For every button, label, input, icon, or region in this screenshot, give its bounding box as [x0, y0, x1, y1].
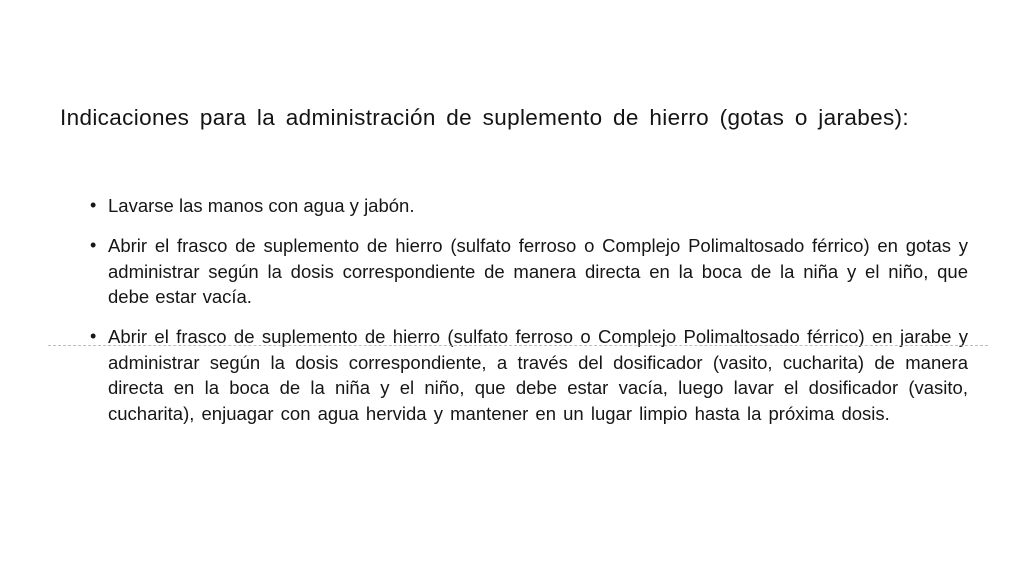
list-item-text: Lavarse las manos con agua y jabón.: [108, 195, 415, 216]
list-item-wash-hands: [90, 193, 968, 219]
bullet-icon: •: [90, 326, 97, 346]
list-item-syrup-instructions: [90, 324, 968, 426]
list-item-drops-instructions: [90, 233, 968, 310]
scan-artifact-line: [48, 345, 988, 346]
document-heading: Indicaciones para la administración de suplemento de hierro (gotas o jarabes):: [60, 105, 909, 130]
bullet-icon: •: [90, 195, 97, 215]
list-item-text: Abrir el frasco de suplemento de hierro (sulfato ferroso o Complejo Polimaltosado férrico) en jarabe y administrar según la dosis correspondiente, a través del dosificador (vasito, cucharita) de manera directa en la boca de la niña y el niño, que debe estar vacía, luego lavar el dosificador (vasito, cucharita), enjuagar con agua hervida y mantener en un lugar limpio hasta la próxima dosis.: [108, 326, 968, 424]
list-item-text: Abrir el frasco de suplemento de hierro (sulfato ferroso o Complejo Polimaltosado férrico) en gotas y administrar según la dosis correspondiente de manera directa en la boca de la niña y el niño, que debe estar vacía.: [108, 235, 968, 307]
bullet-icon: •: [90, 235, 97, 255]
